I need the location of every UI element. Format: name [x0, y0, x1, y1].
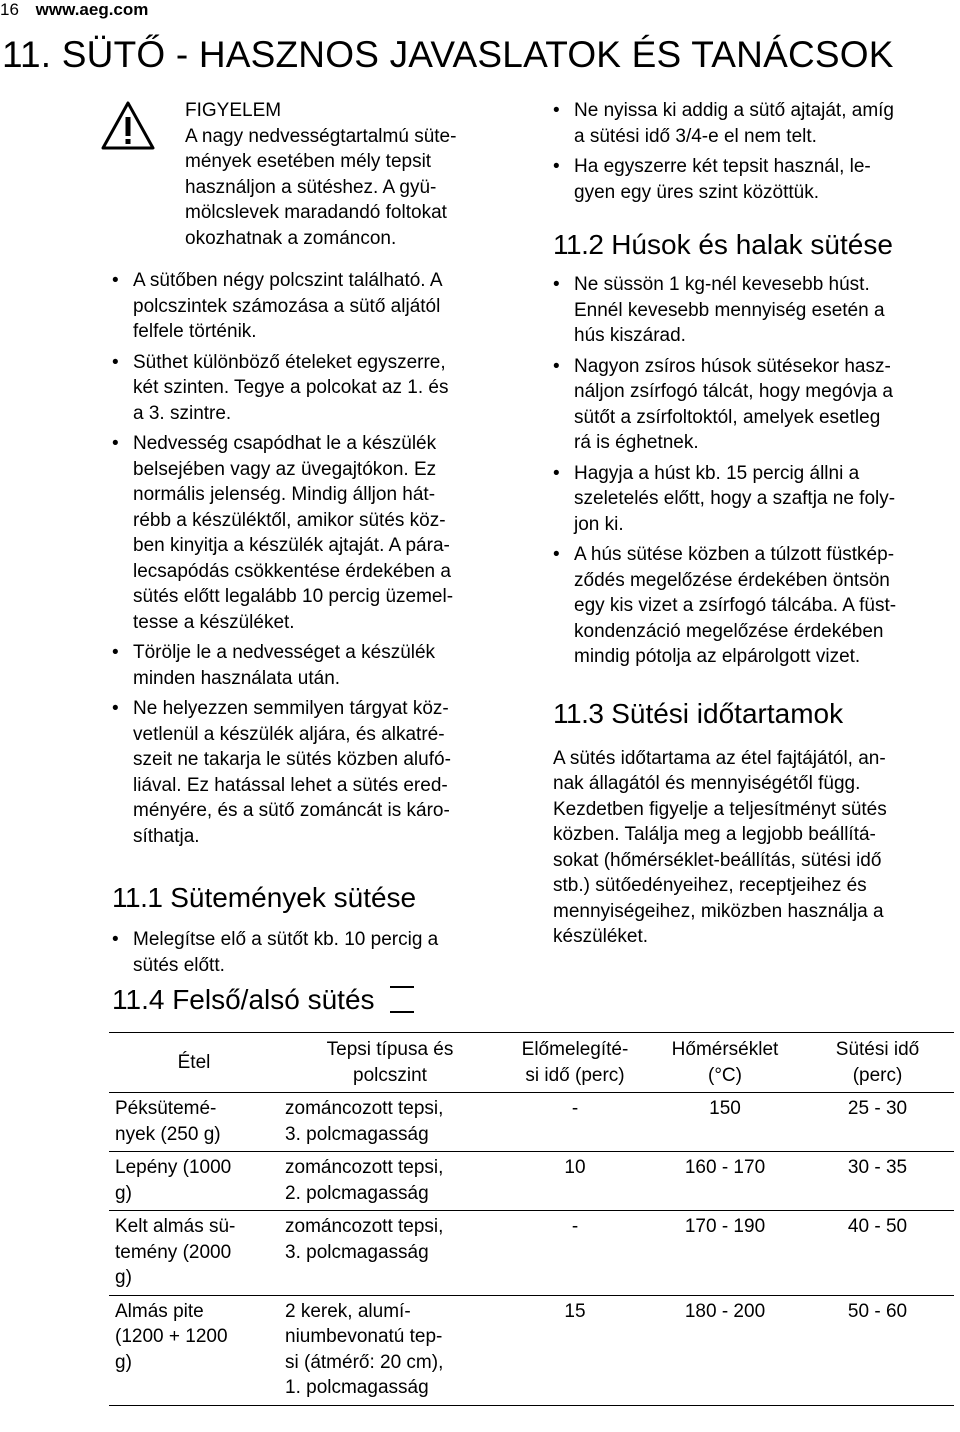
left-column — [112, 98, 517, 983]
section-heading-11-3 — [553, 697, 948, 731]
text-line: mindig pótolja az elpárolgott vizet. — [574, 646, 861, 667]
text-line: szeit ne takarja le sütés közben alufó- — [133, 749, 451, 770]
section-title: Felső/alsó sütés — [172, 984, 375, 1015]
page-number: 16 — [0, 0, 19, 19]
text-line: Nedvesség csapódhat le a készülék — [133, 433, 437, 454]
column-header-preheat: Előmelegíté- si idő (perc) — [501, 1033, 649, 1093]
paragraph-11-3 — [553, 746, 948, 950]
cell-time: 25 - 30 — [801, 1093, 954, 1152]
text-line: Ne süssön 1 kg-nél kevesebb húst. — [574, 274, 870, 295]
cell-food: Almás pite (1200 + 1200 g) — [109, 1295, 279, 1405]
text-line: két szinten. Tegye a polcokat az 1. és — [133, 377, 449, 398]
text-line: sokat (hőmérséklet-beállítás, sütési idő — [553, 849, 882, 871]
text-line: Melegítse elő a sütőt kb. 10 percig a — [133, 929, 439, 950]
bullet-icon: • — [553, 462, 560, 484]
bullet-icon: • — [553, 274, 560, 295]
warning-title: FIGYELEM — [185, 100, 282, 121]
text-line: belsejében vagy az üvegajtókon. Ez — [133, 458, 437, 480]
warning-line: mények esetében mély tepsit — [185, 151, 432, 172]
text-line: Ennél kevesebb mennyiség esetén a — [574, 299, 885, 321]
text-line: szeletelés előtt, hogy a szaftja ne foly- — [574, 488, 896, 509]
text-line: Nagyon zsíros húsok sütésekor hasz- — [574, 355, 891, 377]
section-number: 11.4 — [112, 984, 165, 1015]
text-line: ben kinyitja a készülék ajtaját. A pára- — [133, 535, 450, 556]
bullet-icon: • — [553, 355, 560, 377]
text-line: vetlenül a készülék aljára, és alkatré- — [133, 723, 445, 745]
bullet-list-11-1 — [112, 927, 517, 978]
page-header — [0, 0, 148, 20]
text-line: tesse a készüléket. — [133, 611, 295, 633]
cell-preheat: - — [501, 1211, 649, 1296]
cell-time: 40 - 50 — [801, 1211, 954, 1296]
cell-temperature: 150 — [649, 1093, 801, 1152]
text-line: Hagyja a húst kb. 15 percig állni a — [574, 462, 860, 484]
column-header-tray: Tepsi típusa és polcszint — [279, 1033, 501, 1093]
section-title: Sütési időtartamok — [611, 697, 844, 729]
cell-food: Lepény (1000 g) — [109, 1152, 279, 1211]
text-line: A sütés időtartama az étel fajtájától, an- — [553, 747, 886, 769]
text-line: polcszintek számozása a sütő aljától — [133, 295, 441, 317]
right-top-bullet-list — [553, 98, 948, 205]
section-heading-11-4 — [112, 983, 414, 1017]
list-item — [112, 431, 517, 635]
text-line: rébb a készüléktől, amikor sütés köz- — [133, 509, 446, 531]
text-line: náljon zsírfogó tálcát, hogy megóvja a — [574, 381, 893, 402]
section-title: Sütemények sütése — [170, 882, 417, 913]
text-line: sütés előtt legalább 10 percig üzemel- — [133, 586, 454, 607]
list-item — [112, 927, 517, 978]
warning-line: használjon a sütéshez. A gyü- — [185, 176, 437, 198]
bullet-icon: • — [112, 929, 119, 950]
text-line: jon ki. — [574, 513, 624, 535]
section-heading-11-2 — [553, 228, 948, 262]
cell-temperature: 180 - 200 — [649, 1295, 801, 1405]
text-line: sütés előtt. — [133, 954, 225, 976]
cell-tray: zománcozott tepsi, 3. polcmagasság — [279, 1093, 501, 1152]
list-item — [112, 640, 517, 691]
table-row — [109, 1211, 954, 1296]
text-line: gyen egy üres szint közöttük. — [574, 181, 820, 203]
text-line: a 3. szintre. — [133, 402, 232, 424]
text-line: Kezdetben figyelje a teljesítményt sütés — [553, 798, 887, 820]
text-line: A sütőben négy polcszint található. A — [133, 270, 443, 291]
section-number: 11.1 — [112, 882, 163, 913]
warning-line: okozhatnak a zománcon. — [185, 227, 397, 249]
text-line: Süthet különböző ételeket egyszerre, — [133, 351, 446, 373]
cell-tray: zománcozott tepsi, 2. polcmagasság — [279, 1152, 501, 1211]
cell-time: 30 - 35 — [801, 1152, 954, 1211]
text-line: a sütési idő 3/4-e el nem telt. — [574, 125, 817, 147]
text-line: Ha egyszerre két tepsit használ, le- — [574, 156, 871, 177]
section-title: Húsok és halak sütése — [611, 229, 893, 260]
warning-box — [185, 98, 517, 251]
bullet-icon: • — [112, 698, 119, 719]
bullet-icon: • — [112, 351, 119, 373]
cell-time: 50 - 60 — [801, 1295, 954, 1405]
cell-food: Péksütemé- nyek (250 g) — [109, 1093, 279, 1152]
cell-tray: 2 kerek, alumí- niumbevonatú tep- si (átmérő: 20 cm), 1. polcmagasság — [279, 1295, 501, 1405]
text-line: ményére, és a sütő zománcát is káro- — [133, 800, 450, 821]
text-line: kondenzáció megelőzése érdekében — [574, 620, 884, 642]
warning-line: mölcslevek maradandó foltokat — [185, 202, 447, 223]
text-line: hús kiszárad. — [574, 325, 686, 346]
text-line: normális jelenség. Mindig álljon hát- — [133, 484, 436, 505]
list-item — [112, 268, 517, 345]
warning-text — [185, 124, 517, 252]
bullet-icon: • — [112, 433, 119, 454]
section-heading-11-1 — [112, 881, 517, 915]
text-line: síthatja. — [133, 825, 200, 847]
table-row — [109, 1093, 954, 1152]
bullet-icon: • — [112, 270, 119, 291]
list-item — [553, 272, 948, 349]
bullet-list-11-2 — [553, 272, 948, 670]
text-line: A hús sütése közben a túlzott füstkép- — [574, 544, 895, 565]
bullet-icon: • — [553, 156, 560, 177]
left-bullet-list — [112, 268, 517, 849]
list-item — [553, 542, 948, 670]
text-line: készüléket. — [553, 926, 649, 947]
bullet-icon: • — [112, 642, 119, 663]
section-number: 11.2 — [553, 229, 604, 260]
text-line: mennyiségeihez, miközben használja a — [553, 900, 884, 922]
cell-temperature: 170 - 190 — [649, 1211, 801, 1296]
bullet-icon: • — [553, 544, 560, 565]
text-line: lecsapódás csökkentése érdekében a — [133, 560, 451, 582]
text-line: stb.) sütőedényeihez, receptjeihez és — [553, 875, 867, 896]
list-item — [553, 461, 948, 538]
table-row — [109, 1152, 954, 1211]
table-row — [109, 1295, 954, 1405]
cell-preheat: - — [501, 1093, 649, 1152]
text-line: Törölje le a nedvességet a készülék — [133, 642, 436, 663]
text-line: minden használata után. — [133, 667, 341, 689]
list-item — [553, 154, 948, 205]
list-item — [112, 350, 517, 427]
text-line: nak állagától és mennyiségétől függ. — [553, 773, 861, 794]
list-item — [553, 354, 948, 456]
list-item — [553, 98, 948, 149]
text-line: sütőt a zsírfoltoktól, amelyek esetleg — [574, 406, 881, 428]
header-url[interactable]: www.aeg.com — [35, 0, 149, 19]
column-header-time: Sütési idő (perc) — [801, 1033, 954, 1093]
table-header-row — [109, 1033, 954, 1093]
text-line: közben. Találja meg a legjobb beállítá- — [553, 824, 876, 845]
baking-table — [109, 1032, 954, 1406]
cell-tray: zománcozott tepsi, 3. polcmagasság — [279, 1211, 501, 1296]
chapter-title: 11. SÜTŐ - HASZNOS JAVASLATOK ÉS TANÁCSOK — [2, 34, 894, 75]
column-header-temperature: Hőmérséklet (°C) — [649, 1033, 801, 1093]
text-line: felfele történik. — [133, 321, 257, 342]
text-line: rá is éghetnek. — [574, 432, 699, 453]
text-line: Ne nyissa ki addig a sütő ajtaját, amíg — [574, 100, 895, 121]
warning-line: A nagy nedvességtartalmú süte- — [185, 125, 457, 147]
top-bottom-heat-icon — [390, 983, 414, 1013]
cell-temperature: 160 - 170 — [649, 1152, 801, 1211]
text-line: ződés megelőzése érdekében öntsön — [574, 569, 890, 591]
cell-preheat: 15 — [501, 1295, 649, 1405]
text-line: egy kis vizet a zsírfogó tálcába. A füst- — [574, 595, 897, 616]
right-column — [553, 98, 948, 950]
cell-food: Kelt almás sü- temény (2000 g) — [109, 1211, 279, 1296]
bullet-icon: • — [553, 100, 560, 121]
text-line: liával. Ez hatással lehet a sütés ered- — [133, 774, 448, 796]
section-number: 11.3 — [553, 697, 604, 729]
list-item — [112, 696, 517, 849]
cell-preheat: 10 — [501, 1152, 649, 1211]
text-line: Ne helyezzen semmilyen tárgyat köz- — [133, 698, 449, 719]
column-header-food: Étel — [109, 1033, 279, 1093]
